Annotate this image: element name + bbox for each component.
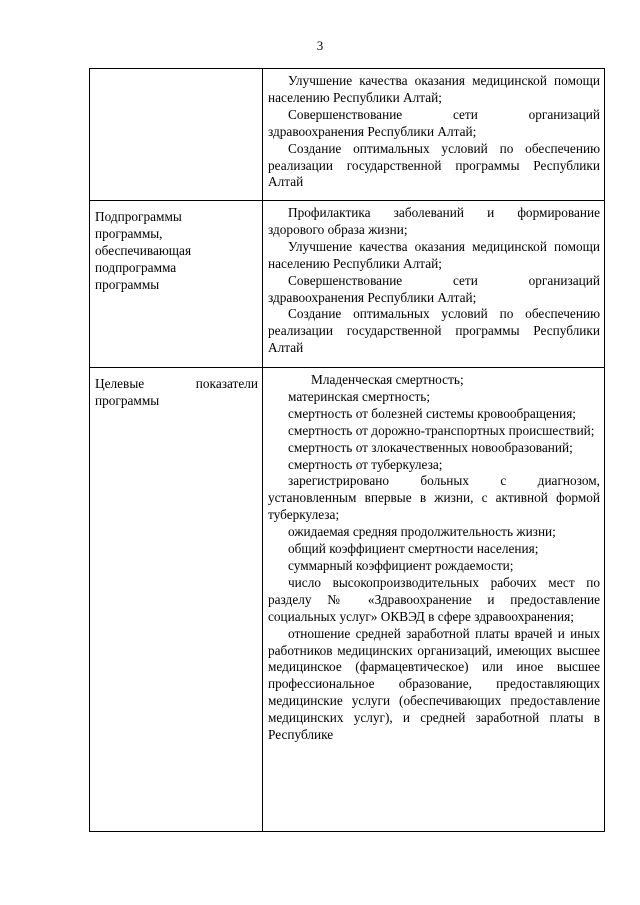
row-content-cell	[263, 69, 605, 201]
list-item: Создание оптимальных условий по обеспечению реализации государственной программы Республики Алтай	[268, 306, 600, 356]
list-item: Совершенствование сети организаций здравоохранения Республики Алтай;	[268, 106, 600, 139]
list-item: смертность от туберкулеза;	[288, 456, 443, 472]
list-item: суммарный коэффициент рождаемости;	[288, 557, 514, 573]
list-item: смертность от злокачественных новообразований;	[288, 439, 573, 455]
table-row	[90, 368, 605, 832]
list-item: общий коэффициент смертности населения;	[288, 541, 539, 557]
list-item: смертность от болезней системы кровообращения;	[288, 405, 576, 421]
list-item: отношение средней заработной платы врачей и иных работников медицинских организаций, имеющих высшее медицинское (фармацевтическое) или иное высшее профессиональное образование, предоставляющих медицинские услуги (обеспечивающих предоставление медицинских услуг), и средней заработной платы в Республике	[268, 625, 600, 743]
table-row	[90, 201, 605, 368]
list-item: Создание оптимальных условий по обеспечению реализации государственной программы Республики Алтай	[268, 140, 600, 190]
list-item: Совершенствование сети организаций здравоохранения Республики Алтай;	[268, 272, 600, 305]
row-label-line: Целевые показатели	[95, 376, 258, 391]
row-label-cell	[90, 69, 263, 201]
row-content-cell	[263, 368, 605, 832]
list-item: Младенческая смертность;	[311, 372, 464, 387]
row-label-line: Подпрограммы	[95, 209, 182, 224]
row-label-line: подпрограмма	[95, 259, 177, 275]
row-label-line: программы,	[95, 225, 163, 241]
page-number: 3	[316, 38, 324, 53]
list-item: Улучшение качества оказания медицинской помощи населению Республики Алтай;	[268, 238, 600, 271]
row-label-cell	[90, 368, 263, 832]
list-item: смертность от дорожно-транспортных происшествий;	[288, 422, 595, 438]
passport-table	[89, 68, 605, 832]
row-label-line: обеспечивающая	[95, 242, 192, 258]
list-item: зарегистрировано больных с диагнозом, установленным впервые в жизни, с активной формой туберкулеза;	[268, 473, 600, 523]
list-item: Профилактика заболеваний и формирование здорового образа жизни;	[268, 205, 600, 237]
list-item: материнская смертность;	[288, 388, 431, 404]
row-label-line: программы	[95, 392, 160, 408]
row-content-cell	[263, 201, 605, 368]
list-item: Улучшение качества оказания медицинской помощи населению Республики Алтай;	[268, 73, 600, 105]
list-item: ожидаемая средняя продолжительность жизни;	[288, 524, 556, 540]
row-label-line: программы	[95, 276, 160, 292]
table-row	[90, 69, 605, 201]
list-item: число высокопроизводительных рабочих мест по разделу № «Здравоохранение и предоставление социальных услуг» ОКВЭД в сфере здравоохранения;	[268, 574, 600, 624]
row-label-cell	[90, 201, 263, 368]
